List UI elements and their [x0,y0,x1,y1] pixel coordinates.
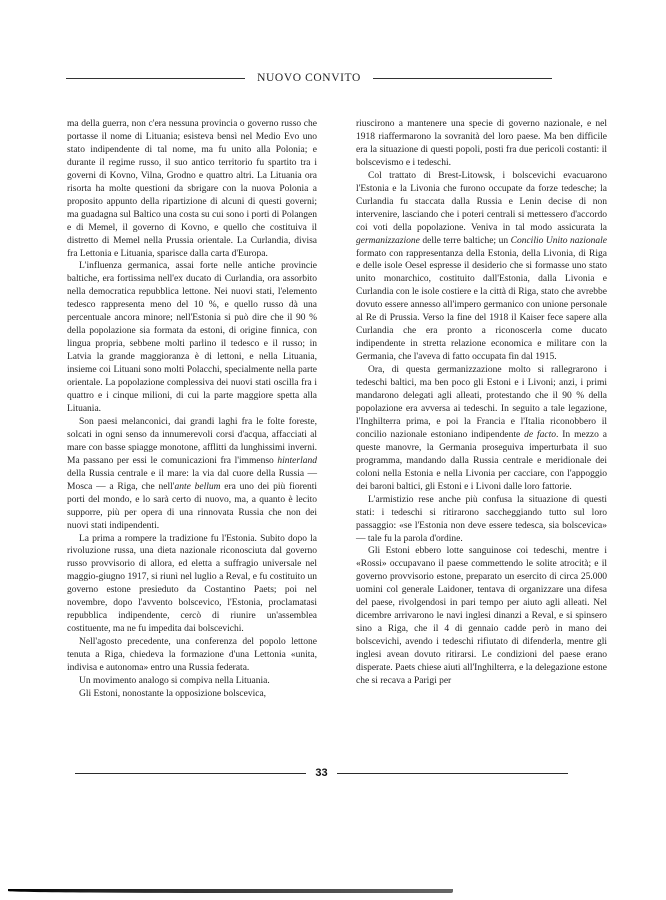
paragraph [67,533,317,637]
text-run: delle terre baltiche; un [419,235,511,246]
text-run: ma della guerra, non c'era nessuna provincia o governo russo che portasse il nome di Lituania; esisteva bensì nel Medio Evo uno stato indipendente di tal nome, ma fu unito alla Polonia; e durante il regime russo, il suo antico territorio fu spartito tra i governi di Kovno, Vilna, Grodno e quattro altri. La Lituania ora risorta ha molte questioni da sbrigare con la nuova Polonia a proposito appunto della ripartizione di alcuni di questi governi; ma guadagna sul Baltico una costa su cui sono i porti di Polangen e di Memel, il governo di Kovno, e quello che costituiva il distretto di Memel nella Prussia orientale. La Curlandia, divisa fra Lettonia e Lituania, sparisce dalla carta d'Europa. [67,119,317,259]
italic-text: ante bellum [174,481,221,492]
paragraph [67,118,317,260]
text-run: Col trattato di Brest-Litowsk, i bolscevichi evacuarono l'Estonia e la Livonia che furono occupate da forze tedesche; la Curlandia fu staccata dalla Russia e Lenin decise di non intervenire, lasciando che i poteri centrali si mettessero d'accordo coi voti della popolazione. Veniva in tal modo assicurata la [356,170,607,233]
paragraph [67,416,317,533]
text-run: Nell'agosto precedente, una conferenza del popolo lettone tenuta a Riga, chiedeva la formazione d'una Lettonia «unita, indivisa e autonoma» entro una Russia federata. [67,637,317,674]
header-rule-left [66,78,245,79]
header-rule-right [373,78,552,79]
italic-text: de facto [524,429,556,440]
footer-rule-left [75,773,306,774]
text-run: Ora, di questa germanizzazione molto si rallegrarono i tedeschi baltici, ma ben poco gli Estoni e i Livoni; anzi, i primi mandarono delegati agli alleati, protestando che il 90 % della popolazione era avversa ai tedeschi. In seguito a tale legazione, l'Inghilterra prima, e poi la Francia e l'Italia riconobbero il concilio nazionale estoniano indipendente [356,365,607,440]
scan-edge-shadow [8,889,453,893]
paragraph [67,675,317,688]
text-run: . In mezzo a queste manovre, la Germania proseguiva imperturbata il suo programma, mandando dalla Russia centrale e meridionale dei coloni nella Estonia e nella Livonia per cacciare, con l'appoggio dei baroni baltici, gli Estoni e i Livoni dalle loro fattorie. [356,429,607,492]
paragraph [356,170,607,364]
page-footer [75,765,568,781]
paragraph [356,545,607,687]
footer-rule-right [337,773,568,774]
running-header [66,70,552,86]
text-run: Un movimento analogo si compiva nella Lituania. [79,675,270,686]
text-run: L'influenza germanica, assai forte nelle antiche provincie baltiche, era fortissima nell'ex ducato di Curlandia, ora assorbito nella democratica repubblica lettone. Nei nuovi stati, l'elemento tedesco rappresenta meno del 10 %, e quello russo dà una percentuale ancora minore; nell'Estonia si può dire che il 90 % della popolazione sia formata da estoni, di origine finnica, con lingua propria, sebbene molti parlino il tedesco e il russo; in Latvia la grande maggioranza è di lettoni, e nella Lituania, insieme coi Lituani sono molti Polacchi, specialmente nella parte orientale. La popolazione complessiva dei nuovi stati oscilla fra i quattro e i cinque milioni, di cui la parte maggiore spetta alla Lituania. [67,261,317,414]
text-run: era uno dei più fiorenti porti del mondo, e lo sarà certo di nuovo, ma, a quanto è lecito supporre, più per opera di una rinnovata Russia che non dei nuovi stati indipendenti. [67,481,317,531]
italic-text: hinterland [277,455,317,466]
text-run: La prima a rompere la tradizione fu l'Estonia. Subito dopo la rivoluzione russa, una dieta nazionale riconosciuta dal governo russo provvisorio di allora, ed eletta a suffragio universale nel maggio-giugno 1917, si riunì nel luglio a Reval, e fu costituito un governo estone presieduto da Costantino Paets; poi nel novembre, dopo l'avvento bolscevico, l'Estonia, proclamatasi repubblica indipendente, cercò di riunire un'assemblea costituente, ma ne fu impedita dai bolscevichi. [67,533,317,635]
paragraph [67,636,317,675]
paragraph [356,494,607,546]
text-run: Son paesi melanconici, dai grandi laghi fra le folte foreste, solcati in ogni senso da innumerevoli corsi d'acqua, affacciati al mare con basse spiagge monotone, afflitti da lunghissimi inverni. Ma passano per essi le comunicazioni fra l'immenso [67,416,317,466]
left-column [67,118,317,758]
text-body [67,118,607,758]
paragraph [356,364,607,494]
paragraph [356,118,607,170]
text-run: formato con rappresentanza della Estonia, della Livonia, di Riga e delle isole Oesel espresse il desiderio che si formasse uno stato unito monarchico, costituito dall'Estonia, dalla Livonia e Curlandia con le isole costiere e la città di Riga, stato che avrebbe dovuto essere annesso all'impero germanico con unione personale al Re di Prussia. Verso la fine del 1918 il Kaiser fece sapere alla Curlandia che era pronto a riconoscerla come ducato indipendente in stretta relazione economica e militare con la Germania, che l'aveva di fatto occupata fin dal 1915. [356,248,607,363]
journal-title: NUOVO CONVITO [257,72,361,84]
paragraph [67,260,317,415]
right-column [356,118,607,758]
page-number: 33 [315,767,328,779]
text-run: riuscirono a mantenere una specie di governo nazionale, e nel 1918 riaffermarono la sovranità del loro paese. Ma ben difficile era la situazione di questi popoli, posti fra due pericoli costanti: il bolscevismo e i tedeschi. [356,119,607,168]
paragraph [67,688,317,701]
italic-text: Concilio Unito nazionale [510,235,607,246]
text-run: L'armistizio rese anche più confusa la situazione di questi stati: i tedeschi si ritirarono saccheggiando tutto sul loro passaggio: «se l'Estonia non deve essere tedesca, sia bolscevica» — tale fu la parola d'ordine. [356,494,607,544]
italic-text: germanizzazione [356,235,420,246]
text-run: Gli Estoni, nonostante la opposizione bolscevica, [79,688,267,699]
text-run: della Russia centrale e il mare: la via dal cuore della Russia — Mosca — a Riga, che nell' [67,468,317,492]
text-run: Gli Estoni ebbero lotte sanguinose coi tedeschi, mentre i «Rossi» occupavano il paese commettendo le solite atrocità; e il governo provvisorio estone, preparato un esercito di circa 25.000 uomini col generale Laidoner, tentava di organizzare una difesa del paese, rivolgendosi in pari tempo per aiuto agli alleati. Nel dicembre arrivarono le navi inglesi dinanzi a Reval, e si spinsero sino a Riga, che il 4 di gennaio cadde però in mano dei bolscevichi, avendo i tedeschi rifiutato di difenderla, mentre gli inglesi avean dovuto ritirarsi. Le condizioni del paese erano disperate. Paets chiese aiuti all'Inghilterra, e la delegazione estone che si recava a Parigi per [356,546,607,686]
